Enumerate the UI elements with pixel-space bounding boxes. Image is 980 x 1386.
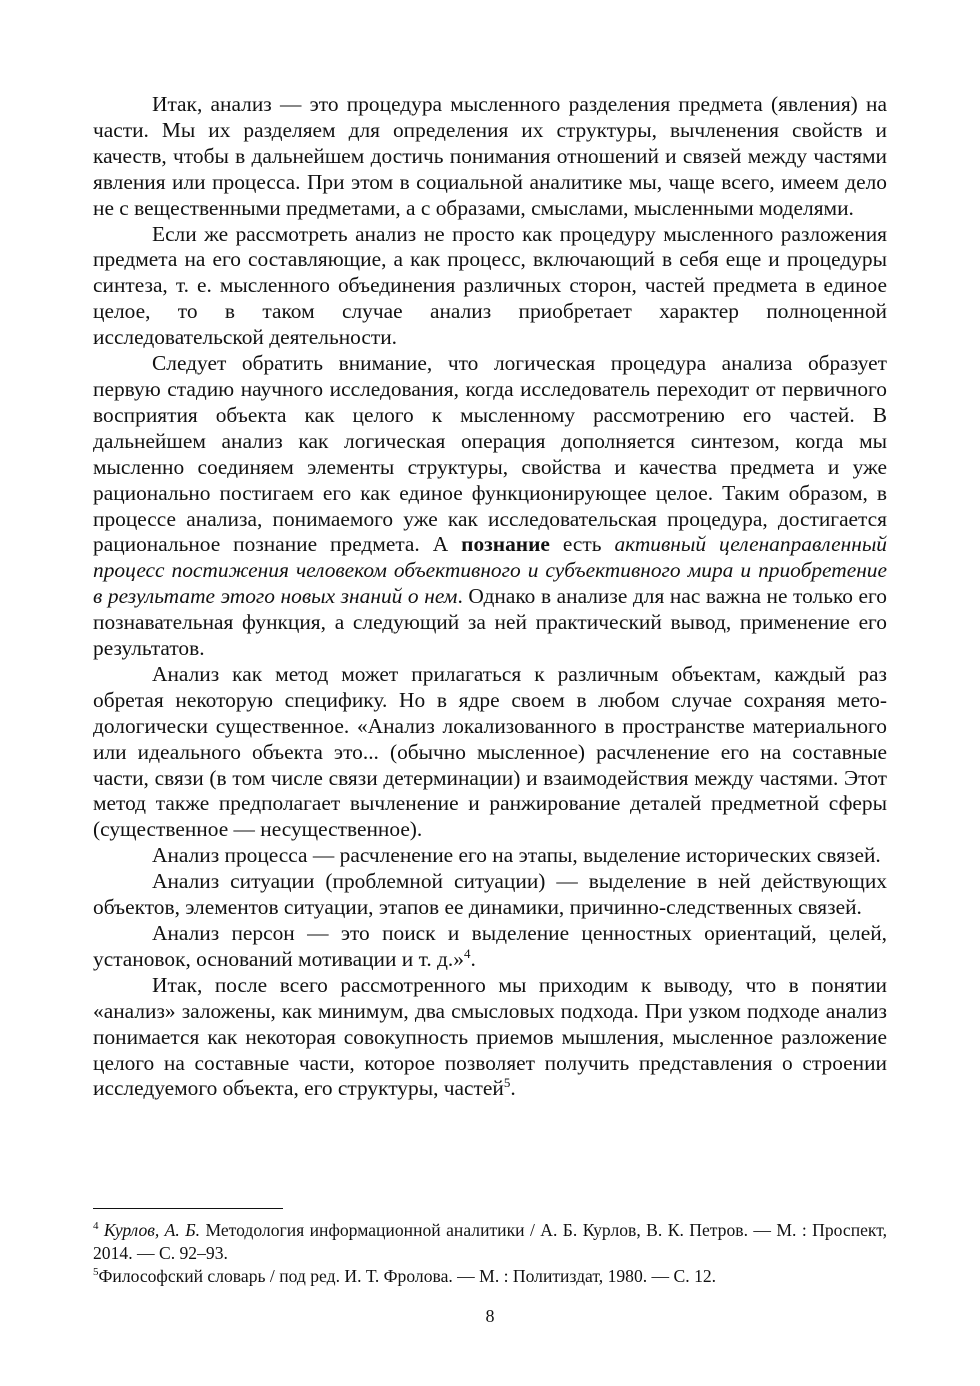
footnote-4 (93, 1219, 887, 1265)
page-number: 8 (485, 1306, 495, 1326)
main-text (93, 92, 887, 1102)
paragraph-cognition-start: Следует обратить внимание, что логическая процедура анализа образует первую стадию научного исследования, когда исследователь переходит от первичного восприятия объекта как целого к мысленному рассмотрению его частей. В дальнейшем анализ как логическая операция дополняется синтезом, когда мы мысленно соединяем элементы структуры, свойства и качества предмета и уже рационально постигаем его как единое функционирующее целое. Таким образом, в процессе анализа, понимаемого уже как исследовательская процедура, достигается рациональное познание предмета. А (93, 351, 887, 557)
paragraph-analysis-synthesis: Если же рассмотреть анализ не просто как процедуру мысленного разложения предмета на его составляющие, а как процесс, включающий в себя еще и процедуры синтеза, т. е. мысленного объединения различных сторон, частей предмета в единое целое, то в таком случае анализ приобретает характер полноценной исследовательской деятельности. (93, 221, 887, 350)
paragraph-analysis-method: Анализ как метод может прилагаться к различным объектам, каждый раз обретая некоторую специфику. Но в ядре своем в любом случае сохраняя методологически существенное. «Анализ локализованного в пространстве материального или идеального объекта это... (обычно мысленное) расчленение его на составные части, связи (в том числе связи детерминации) и взаимодействия между частями. Этот метод также предполагает вычленение и ранжирование деталей предметной сферы (существенное — несущественное). (93, 661, 887, 842)
paragraph-persons-end: . (470, 946, 476, 971)
footnote-5 (93, 1265, 887, 1288)
footnotes (93, 1219, 887, 1288)
footnote-mark-5: 5 (93, 1266, 99, 1279)
footnote-mark-4: 4 (93, 1220, 99, 1233)
footnote-ref-5[interactable]: 5 (503, 1075, 511, 1091)
paragraph-process-analysis: Анализ процесса — расчленение его на этапы, выделение исторических связей. (152, 843, 881, 868)
cognition-definition: активный целенаправленный процесс постижения человеком объективного и субъективного мира и приобретение в результате этого новых знаний о нем (93, 532, 888, 609)
paragraph-cognition-end: . Однако в анализе для нас важна не только его познавательная функция, а следующий за ней практический вывод, применение его результатов. (93, 584, 887, 661)
paragraph-persons-analysis (93, 921, 887, 973)
paragraph-conclusion-end: . (510, 1076, 516, 1101)
paragraph-situation-analysis: Анализ ситуации (проблемной ситуации) — выделение в ней действующих объектов, элементов ситуации, этапов ее динамики, причинно-следственных связей. (93, 869, 887, 920)
footnote-5-text: Философский словарь / под ред. И. Т. Фролова. — М. : Политиздат, 1980. — С. 12. (98, 1266, 717, 1286)
term-cognition: познание (461, 532, 550, 557)
paragraph-cognition (93, 351, 887, 662)
paragraph-persons-text: Анализ персон — это поиск и выделение ценностных ориентаций, целей, установок, оснований мотивации и т. д.» (93, 921, 887, 971)
footnote-4-text: Методология информационной аналитики / А. Б. Курлов, В. К. Петров. — М. : Проспект, 2014. — С. 92–93. (93, 1220, 887, 1263)
footnote-ref-4[interactable]: 4 (463, 945, 471, 961)
paragraph-conclusion-text: Итак, после всего рассмотренного мы приходим к выводу, что в понятии «анализ» заложены, как минимум, два смысловых подхода. При узком подходе анализ понимается как некоторая совокупность приемов мышления, мысленное разложение целого на составные части, которое позволяет получить представления о строении исследуемого объекта, его структуры, частей (93, 972, 887, 1101)
footnote-4-author: Курлов, А. Б. (103, 1220, 201, 1240)
paragraph-analysis-definition: Итак, анализ — это процедура мысленного разделения предмета (явления) на части. Мы их разделяем для определения их структуры, вычленения свойств и качеств, чтобы в дальнейшем достичь понимания отношений и связей между частями явления или процесса. При этом в социальной аналитике мы, чаще всего, имеем дело не с вещественными предметами, а с образами, смыслами, мысленными моделями. (93, 92, 887, 220)
footnote-divider (93, 1208, 283, 1209)
paragraph-cognition-mid: есть (549, 532, 615, 557)
paragraph-conclusion (93, 973, 887, 1103)
